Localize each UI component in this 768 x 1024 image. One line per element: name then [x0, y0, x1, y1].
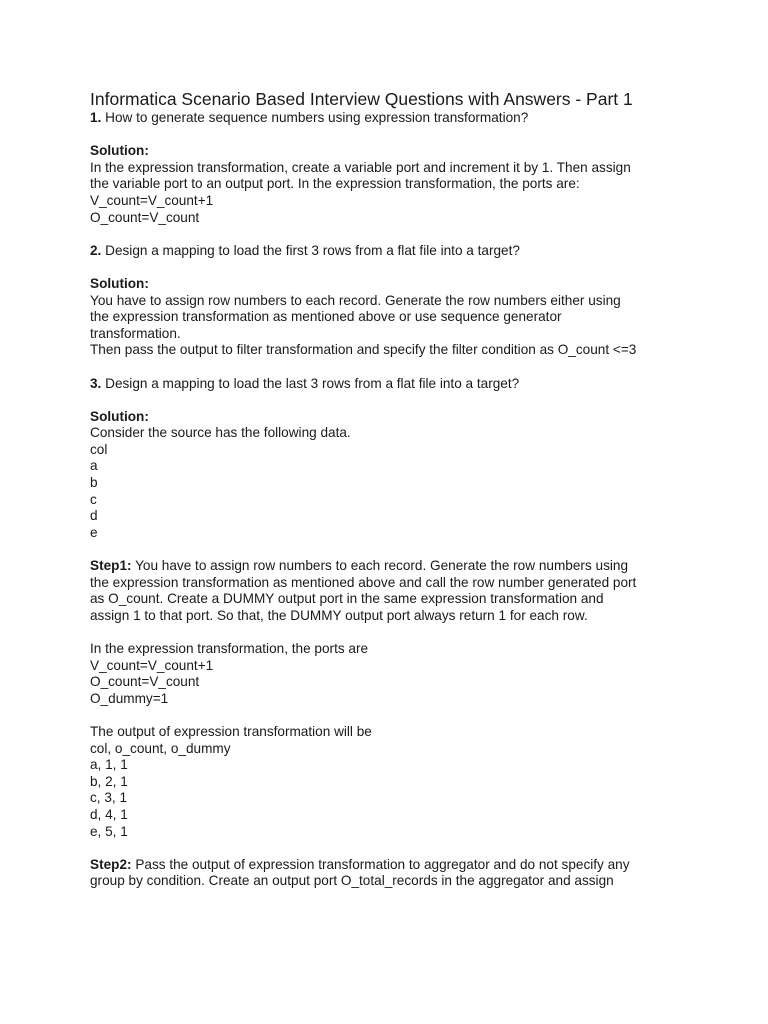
solution-1-line: O_count=V_count: [90, 209, 200, 225]
step-1-line: assign 1 to that port. So that, the DUMMY output port always return 1 for each row.: [90, 607, 588, 623]
solution-2-line: transformation.: [90, 325, 181, 341]
source-data-line: e: [90, 524, 98, 540]
source-data-line: b: [90, 475, 98, 491]
solution-1-line: In the expression transformation, create a variable port and increment it by 1. Then assign: [90, 159, 631, 175]
port-line: O_dummy=1: [90, 690, 169, 706]
solution-3-intro: Consider the source has the following data.: [90, 425, 351, 441]
source-data-line: c: [90, 491, 97, 507]
solution-2-line: You have to assign row numbers to each record. Generate the row numbers either using: [90, 292, 621, 308]
output-intro: The output of expression transformation will be: [90, 723, 372, 739]
solution-2-line: Then pass the output to filter transformation and specify the filter condition as O_count <=3: [90, 342, 637, 358]
step-1-text: You have to assign row numbers to each record. Generate the row numbers using: [131, 558, 629, 574]
solution-1-line: V_count=V_count+1: [90, 192, 214, 208]
output-line: col, o_count, o_dummy: [90, 740, 231, 756]
question-2-text: Design a mapping to load the first 3 rows from a flat file into a target?: [101, 242, 520, 258]
step-2-line: group by condition. Create an output port O_total_records in the aggregator and assign: [90, 873, 614, 889]
step-2-text: Pass the output of expression transformation to aggregator and do not specify any: [131, 856, 630, 872]
source-data-line: a: [90, 458, 98, 474]
question-1: [90, 110, 708, 127]
output-line: c, 3, 1: [90, 790, 128, 806]
step-1-line: the expression transformation as mentioned above and call the row number generated port: [90, 574, 637, 590]
output-line: b, 2, 1: [90, 773, 128, 789]
source-data-line: d: [90, 508, 98, 524]
step-1-label: Step1:: [90, 558, 132, 574]
solution-2-line: the expression transformation as mentioned above or use sequence generator: [90, 309, 562, 325]
step-1-line: as O_count. Create a DUMMY output port in the same expression transformation and: [90, 591, 604, 607]
document-title: Informatica Scenario Based Interview Questions with Answers - Part 1: [90, 89, 633, 109]
output-line: e, 5, 1: [90, 823, 128, 839]
step-2: [90, 857, 708, 874]
question-3-number: 3.: [90, 375, 102, 391]
solution-1-label: Solution:: [90, 143, 149, 159]
solution-2-label: Solution:: [90, 275, 149, 291]
solution-3-label: Solution:: [90, 408, 149, 424]
output-line: a, 1, 1: [90, 757, 128, 773]
question-2-number: 2.: [90, 242, 102, 258]
ports-intro: In the expression transformation, the ports are: [90, 641, 369, 656]
port-line: V_count=V_count+1: [90, 657, 214, 673]
question-2: [90, 243, 708, 260]
question-1-text: How to generate sequence numbers using expression transformation?: [101, 110, 529, 125]
step-1: [90, 558, 708, 575]
source-data-line: col: [90, 441, 108, 457]
port-line: O_count=V_count: [90, 674, 200, 690]
step-2-label: Step2:: [90, 856, 132, 872]
output-line: d, 4, 1: [90, 806, 128, 822]
question-1-number: 1.: [90, 110, 102, 125]
question-3: [90, 376, 708, 393]
solution-1-line: the variable port to an output port. In the expression transformation, the ports are:: [90, 176, 580, 192]
question-3-text: Design a mapping to load the last 3 rows from a flat file into a target?: [101, 375, 520, 391]
